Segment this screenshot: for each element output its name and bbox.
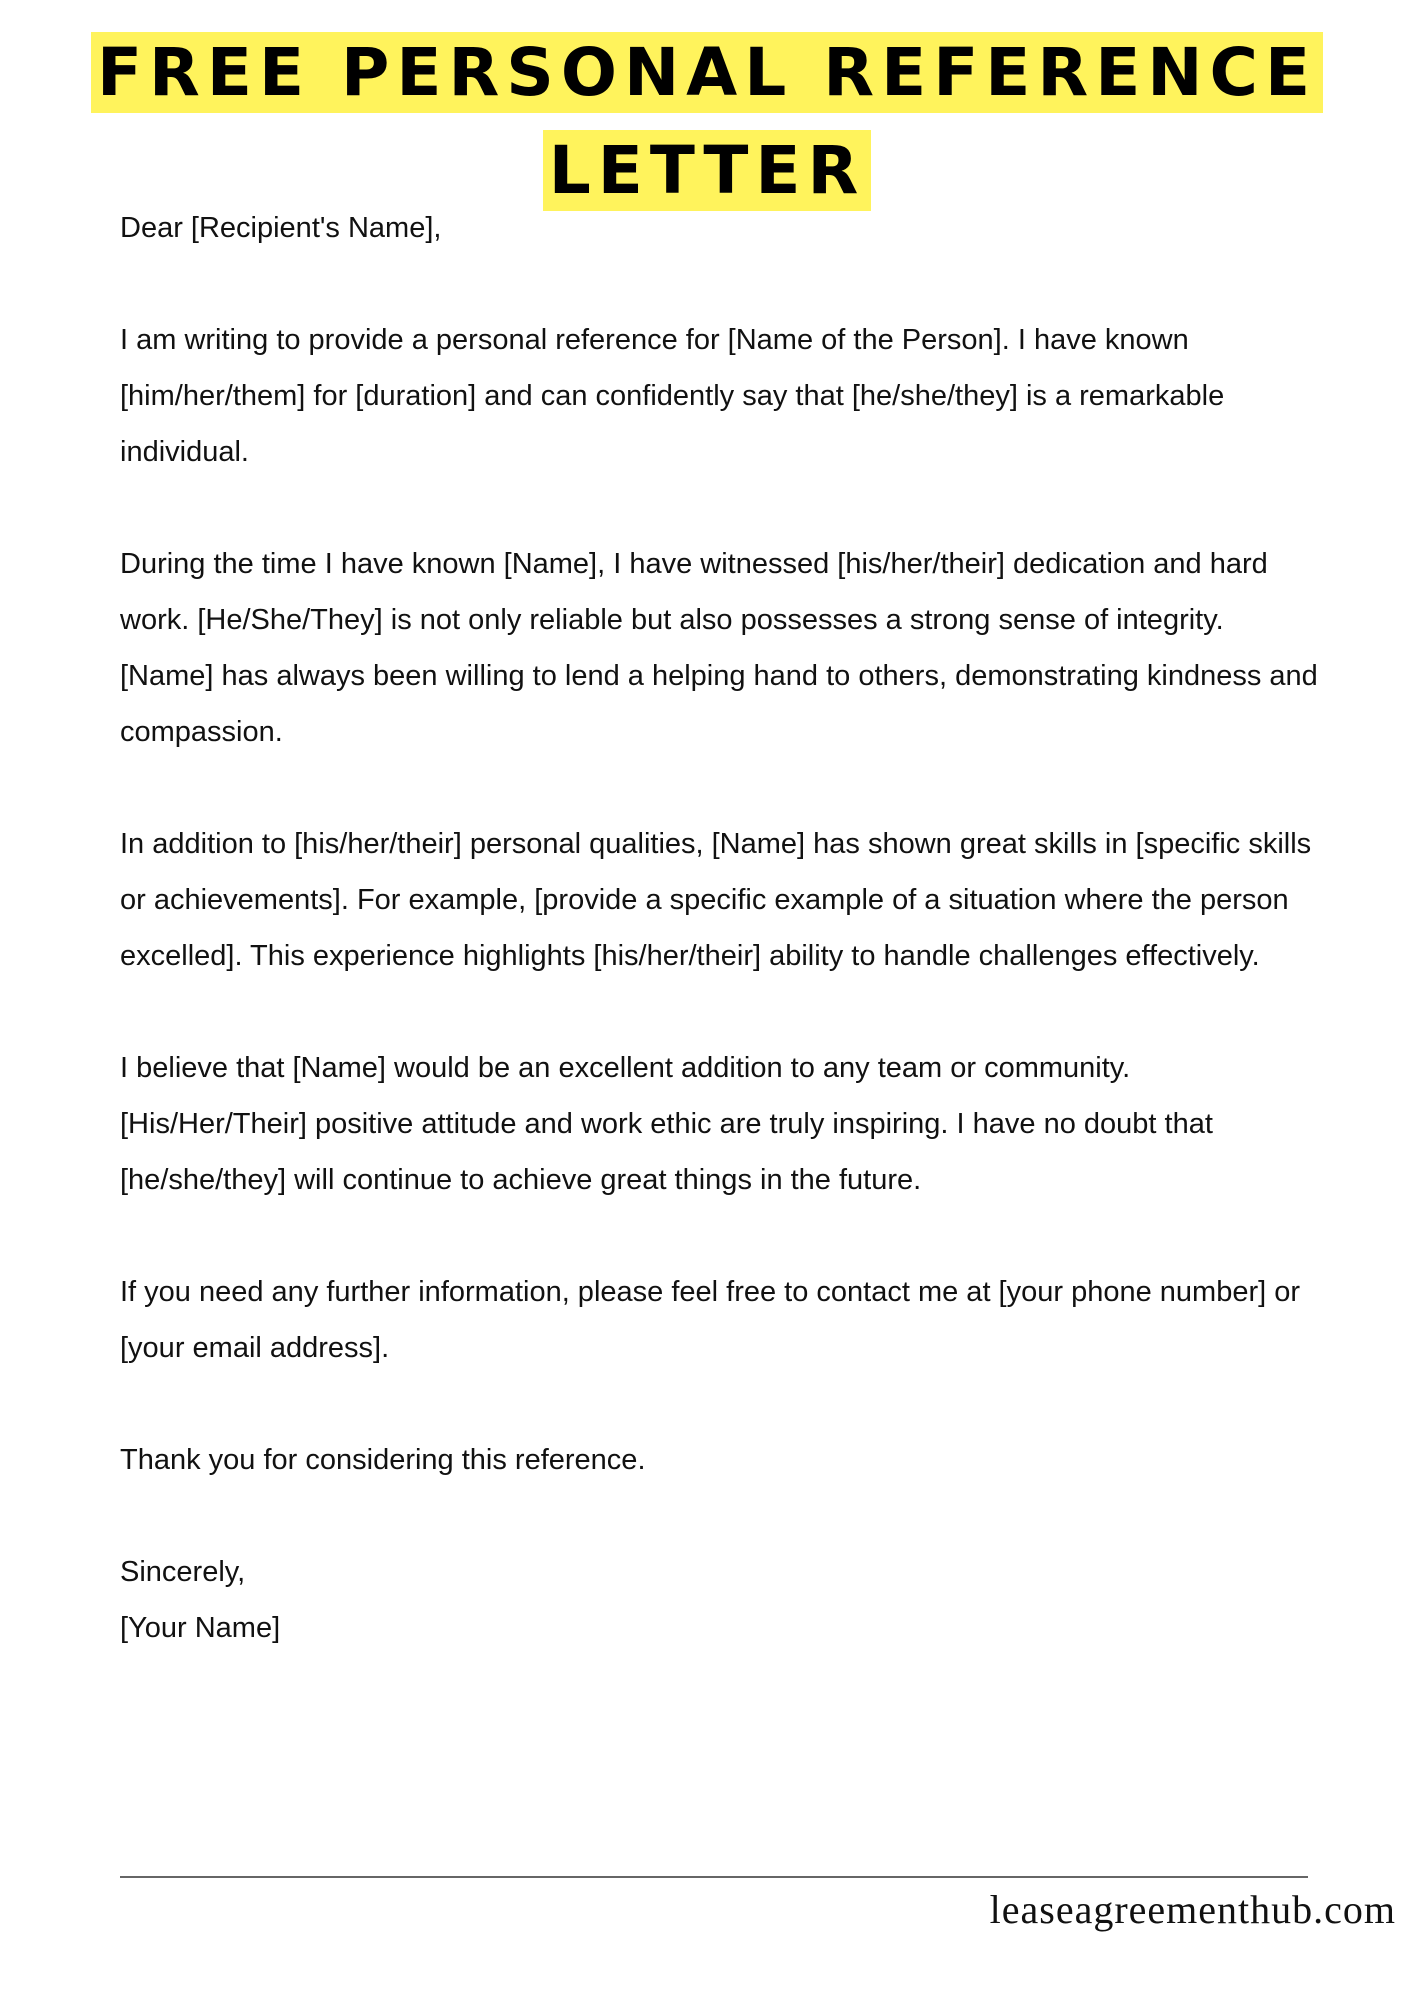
title-line-2: LETTER (548, 132, 866, 209)
title-line-1: FREE PERSONAL REFERENCE (96, 34, 1318, 111)
letter-paragraph: I believe that [Name] would be an excellent addition to any team or community. [His/Her/Their] positive attitude and work ethic are truly inspiring. I have no doubt that [he/she/they] will continue to achieve great things in the future. (120, 1052, 1213, 1196)
letter-closing: Sincerely, (120, 1556, 246, 1588)
page-title (0, 24, 1414, 220)
footer-website: leaseagreementhub.com (989, 1887, 1396, 1932)
letter-body (120, 200, 1320, 1656)
letter-greeting: Dear [Recipient's Name], (120, 212, 442, 244)
letter-signature: [Your Name] (120, 1612, 281, 1644)
letter-paragraph: Thank you for considering this reference. (120, 1444, 646, 1476)
letter-paragraph: In addition to [his/her/their] personal qualities, [Name] has shown great skills in [specific skills or achievements]. For example, [provide a specific example of a situation where the person excelled]. This experience highlights [his/her/their] ability to handle challenges effectively. (120, 828, 1312, 972)
letter-paragraph: If you need any further information, please feel free to contact me at [your phone number] or [your email address]. (120, 1276, 1301, 1364)
letter-paragraph: I am writing to provide a personal reference for [Name of the Person]. I have known [him/her/them] for [duration] and can confidently say that [he/she/they] is a remarkable individual. (120, 324, 1225, 468)
letter-paragraph: During the time I have known [Name], I have witnessed [his/her/their] dedication and hard work. [He/She/They] is not only reliable but also possesses a strong sense of integrity. [Name] has always been willing to lend a helping hand to others, demonstrating kindness and compassion. (120, 548, 1318, 748)
title-text (91, 32, 1323, 211)
footer-divider (120, 1876, 1308, 1878)
